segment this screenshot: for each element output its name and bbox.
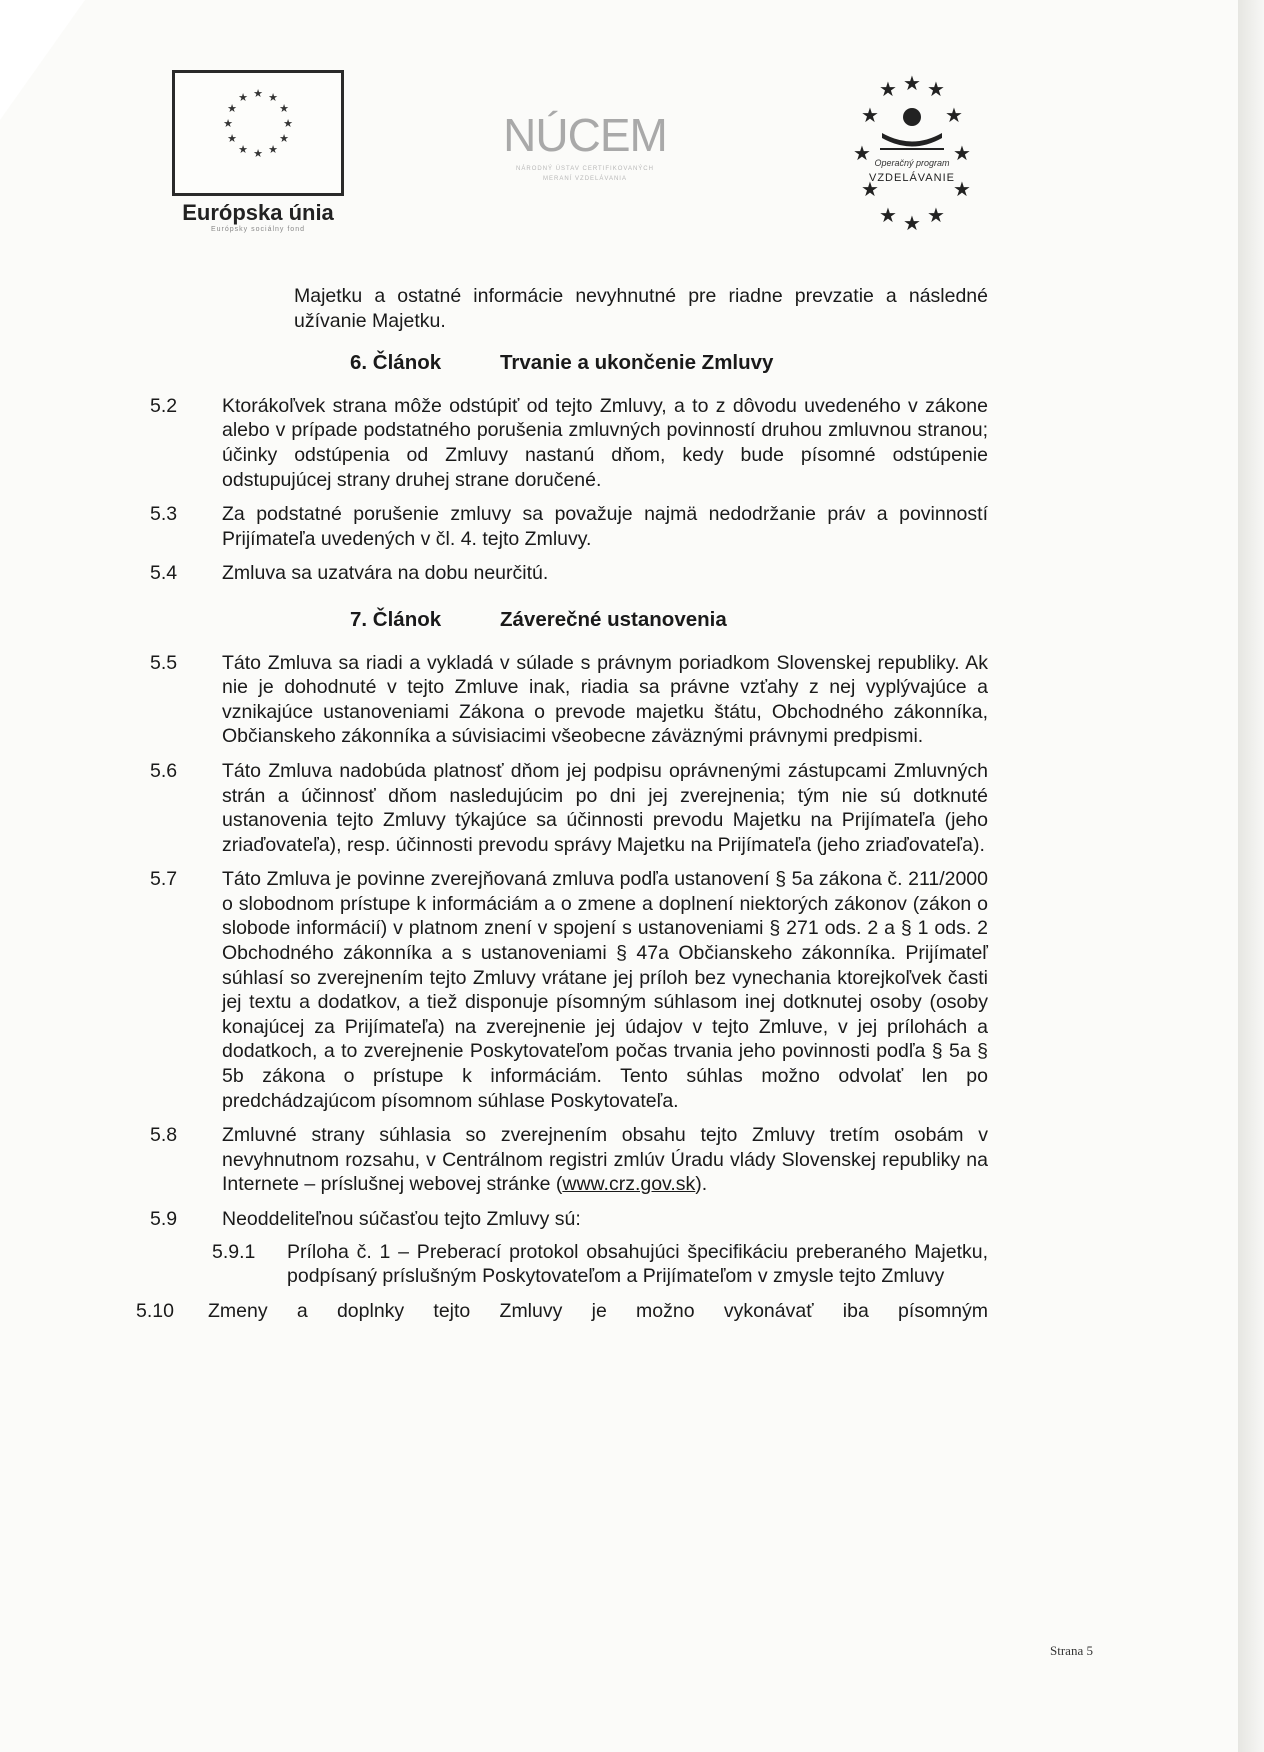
clause-text: Zmluva sa uzatvára na dobu neurčitú. <box>222 562 549 585</box>
clause-number: 5.5 <box>150 651 178 674</box>
section-title: Záverečné ustanovenia <box>500 607 727 631</box>
clause-text: Táto Zmluva je povinne zverejňovaná zmluva podľa ustanovení § 5a zákona č. 211/2000 o slobodnom prístupe k informáciám a o zmene a doplnení niektorých zákonov (zákon o slobode informácií) v platnom znení v spojení s ustanoveniami § 271 ods. 2 a § 1 ods. 2 Obchodného zákonníka a s ustanoveniami § 47a Občianskeho zákonníka. Prijímateľ súhlasí so zverejnením tejto Zmluvy vrátane jej príloh bez vynechania ktorejkoľvek časti jej textu a dodatkov, a tiež disponuje písomným súhlasom inej dotknutej osoby (osoby konajúcej za Prijímateľa) na zverejnenie jej údajov v tejto Zmluve, v jej prílohách a dodatkoch, a to zverejnenie Poskytovateľom počas trvania jeho povinnosti podľa § 5a § 5b zákona o prístupe k informáciám. Tento súhlas možno odvolať len po predchádzajúcom písomnom súhlase Poskytovateľa. <box>222 868 988 1112</box>
clause-text: Táto Zmluva sa riadi a vykladá v súlade s právnym poriadkom Slovenskej republiky. Ak nie je dohodnuté v tejto Zmluve inak, riadia sa právne vzťahy z nej vyplývajúce a vznikajúce ustanoveniami Zákona o prevode majetku štátu, Obchodného zákonníka, Občianskeho zákonníka a súvisiacimi všeobecne záväznými právnymi predpismi. <box>222 651 988 748</box>
document-body <box>136 284 988 1323</box>
eu-subtitle: Európsky sociálny fond <box>211 226 305 233</box>
clause-text-before-url: Zmluvné strany súhlasia so zverejnením obsahu tejto Zmluvy tretím osobám v nevyhnutnom rozsahu, v Centrálnom registri zmlúv Úradu vlády Slovenskej republiky na Internete – príslušnej webovej stránke ( <box>222 1124 988 1196</box>
clause-number: 5.10 <box>136 1299 174 1322</box>
nucem-subtitle <box>470 164 700 184</box>
svg-text:★: ★ <box>953 177 971 201</box>
svg-text:★: ★ <box>861 177 879 201</box>
clause-5-4 <box>150 561 988 586</box>
op-vzdelavanie-label: VZDELÁVANIE <box>869 172 955 184</box>
clause-text: Táto Zmluva nadobúda platnosť dňom jej podpisu oprávnenými zástupcami Zmluvných strán a účinnosť dňom nasledujúcim po dni jej zverejnenia; tým nie sú dotknuté ustanovenia tejto Zmluvy týkajúce sa účinnosti prevodu Majetku na Prijímateľa (jeho zriaďovateľa), resp. účinnosti prevodu správy Majetku na Prijímateľa (jeho zriaďovateľa). <box>222 759 988 856</box>
clause-text: Za podstatné porušenie zmluvy sa považuje najmä nedodržanie práv a povinností Prijímateľa uvedených v čl. 4. tejto Zmluvy. <box>222 503 988 550</box>
section-number: 7. Článok <box>350 607 442 631</box>
clause-text <box>222 1123 988 1197</box>
eu-flag <box>172 70 344 196</box>
clause-number: 5.3 <box>150 503 178 526</box>
svg-text:★: ★ <box>903 211 921 235</box>
clause-number: 5.6 <box>150 759 178 782</box>
clause-number: 5.8 <box>150 1124 178 1147</box>
clause-5-9 <box>150 1207 988 1232</box>
clause-text: Ktorákoľvek strana môže odstúpiť od tejto Zmluvy, a to z dôvodu uvedeného v zákone alebo v prípade podstatného porušenia zmluvných povinností druhou zmluvnou stranou; účinky odstúpenia od Zmluvy nastanú dňom, kedy bude písomné odstúpenie odstupujúcej strany druhej strane doručené. <box>222 394 988 491</box>
svg-text:★: ★ <box>927 77 945 101</box>
svg-text:★: ★ <box>283 117 293 130</box>
svg-text:★: ★ <box>927 203 945 227</box>
op-vzdelavanie-logo <box>822 70 1002 250</box>
svg-text:★: ★ <box>238 91 248 104</box>
svg-text:★: ★ <box>879 203 897 227</box>
svg-text:★: ★ <box>279 102 289 115</box>
svg-text:★: ★ <box>279 132 289 145</box>
svg-text:★: ★ <box>879 77 897 101</box>
clause-number: 5.2 <box>150 394 178 417</box>
subclause-text: Príloha č. 1 – Preberací protokol obsahujúci špecifikáciu preberaného Majetku, podpísaný príslušným Poskytovateľom a Prijímateľom v zmysle tejto Zmluvy <box>287 1240 988 1288</box>
svg-text:★: ★ <box>945 103 963 127</box>
nucem-subtitle-line2: MERANÍ VZDELÁVANIA <box>543 176 627 182</box>
intro-paragraph: Majetku a ostatné informácie nevyhnutné pre riadne prevzatie a následné užívanie Majetku. <box>294 285 988 332</box>
page-number: Strana 5 <box>1050 1643 1093 1658</box>
section-number: 6. Článok <box>350 351 442 375</box>
svg-text:★: ★ <box>861 103 879 127</box>
clause-5-10 <box>136 1299 988 1324</box>
svg-text:★: ★ <box>268 143 278 156</box>
svg-text:★: ★ <box>903 71 921 95</box>
clause-5-7 <box>150 867 988 1113</box>
subclause-number: 5.9.1 <box>212 1240 256 1263</box>
clause-5-5 <box>150 651 988 749</box>
nucem-subtitle-line1: NÁRODNÝ ÚSTAV CERTIFIKOVANÝCH <box>516 166 654 172</box>
clause-5-2 <box>150 394 988 492</box>
svg-text:★: ★ <box>227 132 237 145</box>
clause-number: 5.4 <box>150 562 178 585</box>
section-heading-7 <box>150 608 988 633</box>
nucem-logo <box>470 109 700 184</box>
svg-text:★: ★ <box>953 141 971 165</box>
section-heading-6 <box>150 351 988 376</box>
clause-text: Neoddeliteľnou súčasťou tejto Zmluvy sú: <box>222 1208 581 1230</box>
clause-text: Zmeny a doplnky tejto Zmluvy je možno vykonávať iba písomným <box>208 1299 988 1322</box>
op-program-label: Operačný program <box>874 158 950 168</box>
nucem-title: NÚCEM <box>503 109 667 161</box>
clause-number: 5.9 <box>150 1208 178 1230</box>
svg-text:★: ★ <box>853 141 871 165</box>
clause-number: 5.7 <box>150 868 178 891</box>
clause-5-6 <box>150 759 988 857</box>
subclause-5-9-1 <box>212 1240 988 1289</box>
svg-text:★: ★ <box>253 87 263 100</box>
svg-text:★: ★ <box>223 117 233 130</box>
page-corner <box>0 0 85 120</box>
clause-5-8 <box>150 1123 988 1197</box>
svg-text:★: ★ <box>227 102 237 115</box>
svg-text:★: ★ <box>253 147 263 160</box>
eu-logo <box>163 70 353 233</box>
crz-link[interactable]: www.crz.gov.sk <box>562 1173 696 1196</box>
svg-text:★: ★ <box>268 91 278 104</box>
clause-text-after-url: ). <box>695 1173 708 1196</box>
svg-text:★: ★ <box>238 143 248 156</box>
clause-5-3 <box>150 502 988 551</box>
section-title: Trvanie a ukončenie Zmluvy <box>500 351 774 375</box>
eu-stars-icon <box>175 73 341 193</box>
eu-name: Európska únia <box>182 200 334 225</box>
